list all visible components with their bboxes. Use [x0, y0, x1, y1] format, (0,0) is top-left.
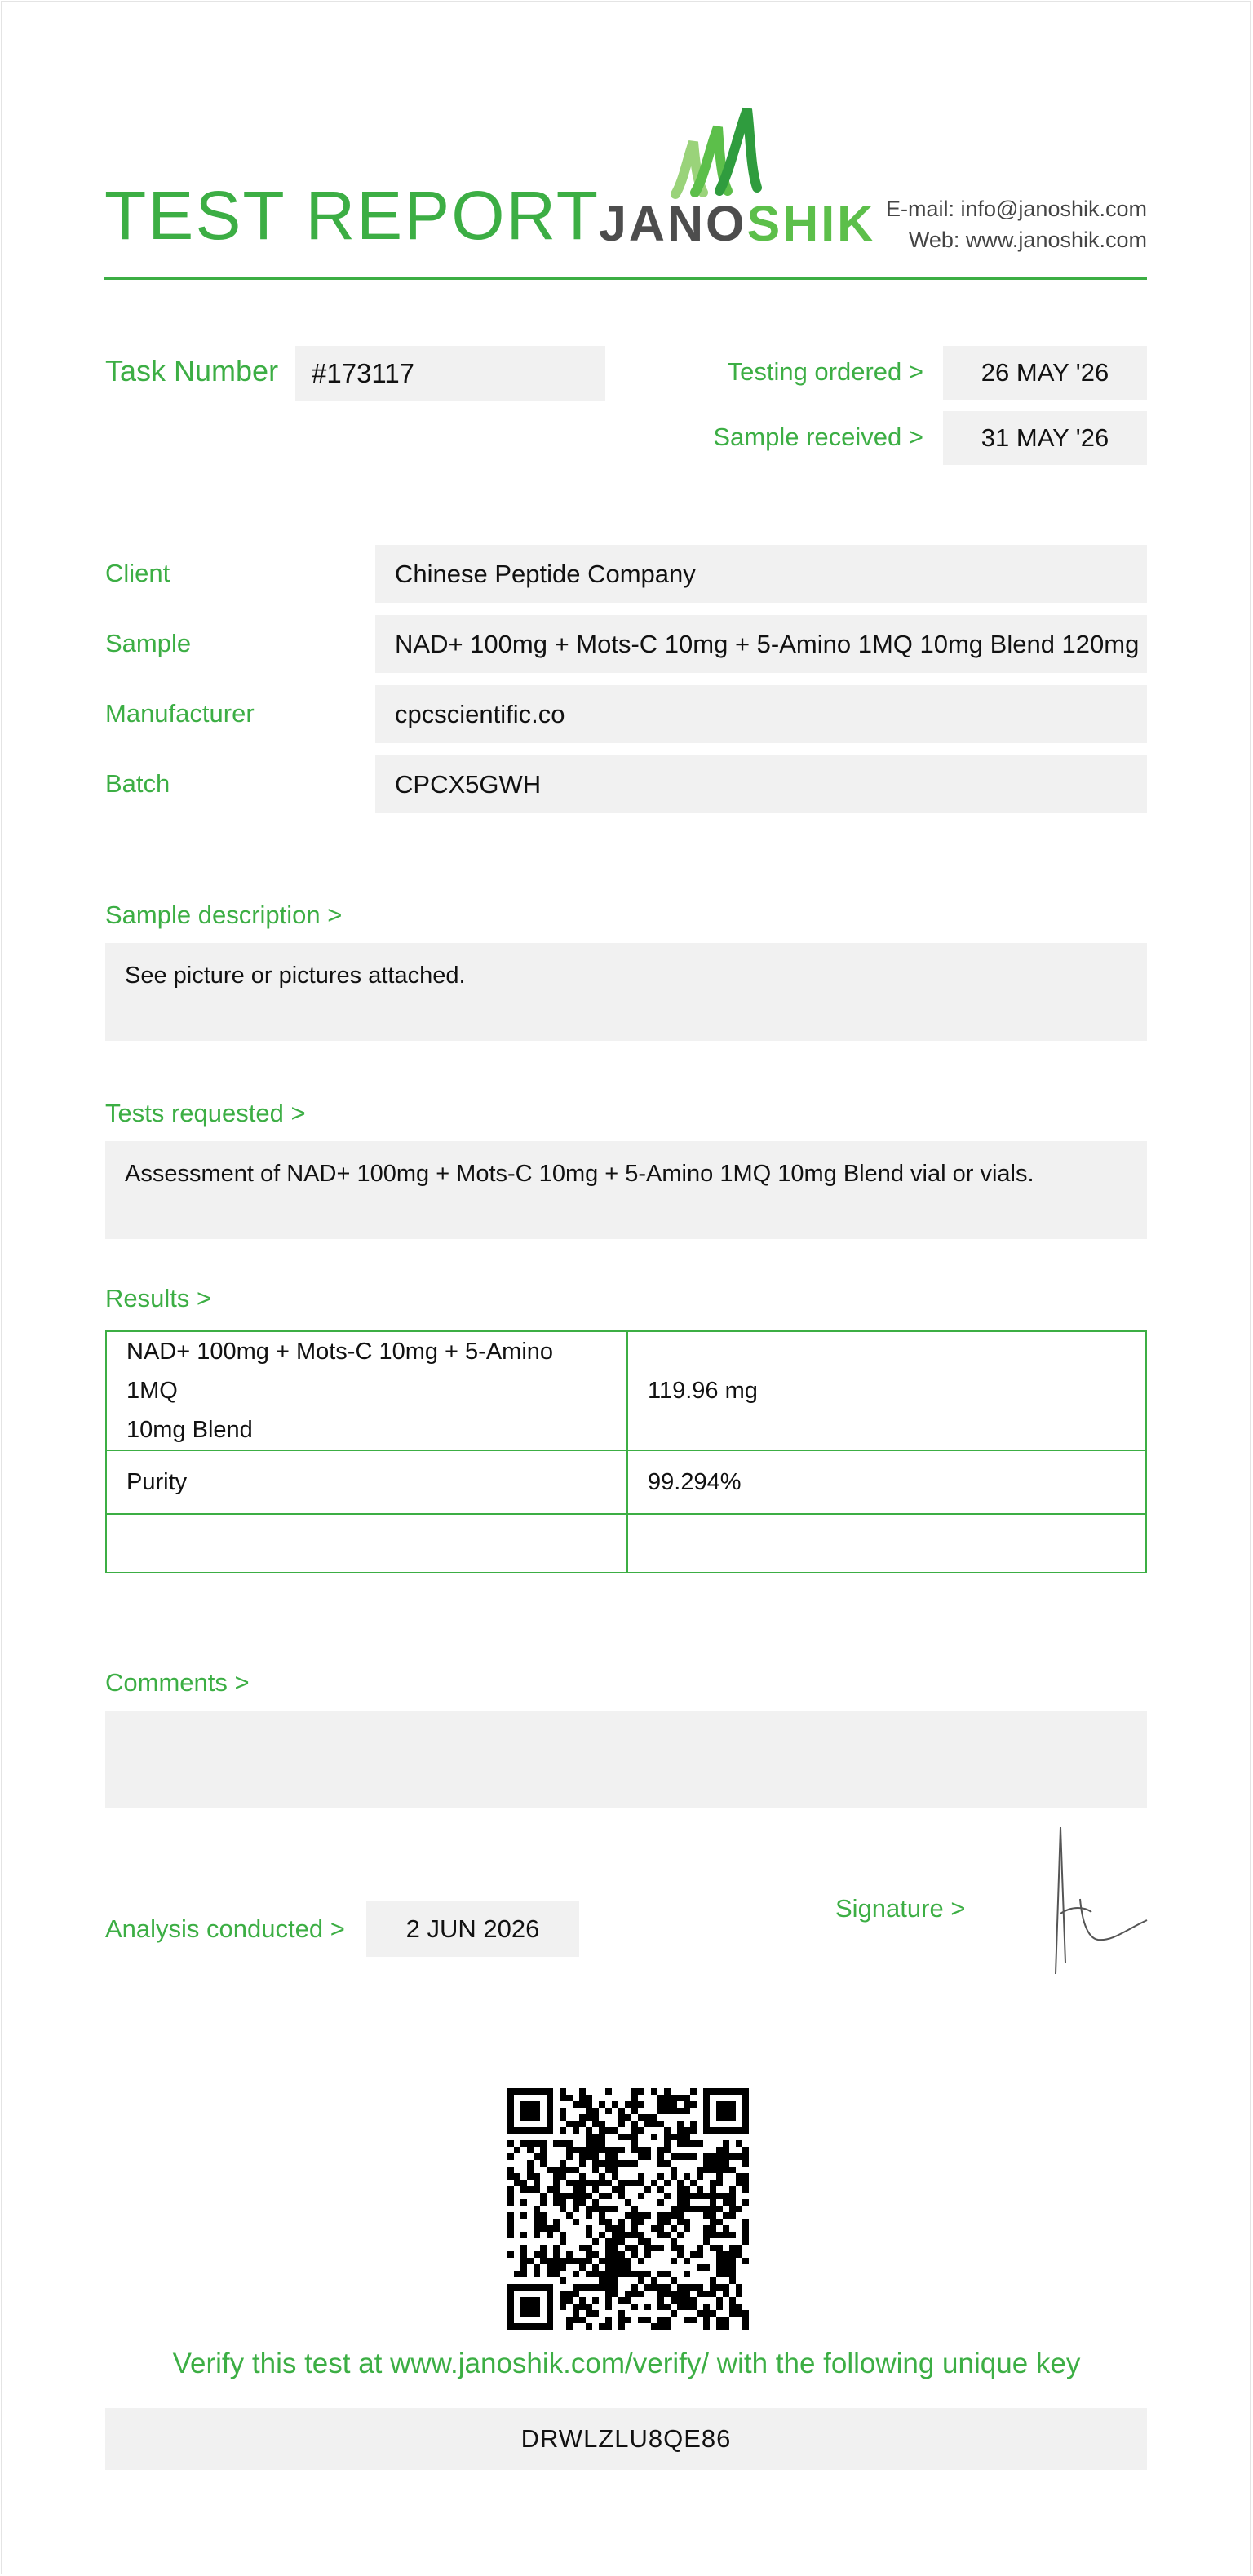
unique-key-field — [105, 2408, 1147, 2470]
manufacturer-value: cpcscientific.co — [395, 700, 565, 728]
testing-ordered-label: Testing ordered > — [727, 357, 923, 386]
result-name-line2: 10mg Blend — [126, 1417, 253, 1443]
sample-description-box — [105, 943, 1147, 1041]
client-field — [375, 545, 1147, 603]
contact-email: E-mail: info@janoshik.com — [885, 197, 1147, 221]
task-number-value: #173117 — [312, 358, 415, 388]
sample-field — [375, 615, 1147, 673]
tests-requested-label: Tests requested > — [105, 1099, 306, 1127]
janoshik-logo-icon — [669, 103, 775, 201]
sample-received-value: 31 MAY '26 — [981, 423, 1109, 452]
batch-field — [375, 755, 1147, 813]
table-row — [106, 1450, 1146, 1514]
table-row — [106, 1514, 1146, 1573]
brand-dark: JANO — [599, 196, 747, 251]
tests-requested-box — [105, 1141, 1147, 1239]
result-name-cell — [106, 1450, 627, 1514]
result-value-cell — [627, 1450, 1146, 1514]
sample-description-label: Sample description > — [105, 901, 343, 929]
analysis-conducted-value: 2 JUN 2026 — [405, 1914, 540, 1943]
batch-value: CPCX5GWH — [395, 770, 542, 799]
unique-key-value: DRWLZLU8QE86 — [520, 2424, 732, 2453]
result-value: 119.96 mg — [648, 1377, 758, 1404]
result-value-cell — [627, 1514, 1146, 1573]
sample-received-field — [943, 411, 1147, 465]
analysis-conducted-field — [366, 1901, 579, 1957]
signature-image — [1044, 1824, 1150, 1979]
table-row — [106, 1331, 1146, 1450]
results-label: Results > — [105, 1284, 212, 1312]
result-value-cell — [627, 1331, 1146, 1450]
result-value: 99.294% — [648, 1468, 742, 1495]
testing-ordered-value: 26 MAY '26 — [981, 358, 1109, 387]
task-number-field — [295, 346, 605, 401]
result-name-line1: Purity — [126, 1468, 188, 1495]
result-name-line1: NAD+ 100mg + Mots-C 10mg + 5-Amino 1MQ — [126, 1339, 554, 1404]
sample-received-label: Sample received > — [713, 423, 923, 451]
result-name-cell — [106, 1514, 627, 1573]
signature-label: Signature > — [835, 1894, 966, 1923]
comments-label: Comments > — [105, 1668, 250, 1697]
manufacturer-label: Manufacturer — [105, 699, 255, 728]
sample-description-text: See picture or pictures attached. — [125, 963, 466, 989]
sample-value: NAD+ 100mg + Mots-C 10mg + 5-Amino 1MQ 10mg Blend 120mg — [395, 630, 1140, 658]
testing-ordered-field — [943, 346, 1147, 400]
manufacturer-field — [375, 685, 1147, 743]
brand-wordmark — [599, 196, 876, 251]
page-title: TEST REPORT — [104, 177, 600, 254]
qr-code-icon — [507, 2088, 749, 2330]
result-name-cell — [106, 1331, 627, 1450]
sample-label: Sample — [105, 629, 192, 657]
contact-web: Web: www.janoshik.com — [908, 228, 1147, 252]
client-label: Client — [105, 559, 170, 587]
task-number-label: Task Number — [105, 354, 279, 387]
brand-light: SHIK — [746, 196, 876, 251]
analysis-conducted-label: Analysis conducted > — [105, 1914, 345, 1943]
header-divider — [104, 277, 1147, 280]
results-table — [105, 1330, 1147, 1573]
tests-requested-text: Assessment of NAD+ 100mg + Mots-C 10mg + 5-Amino 1MQ 10mg Blend vial or vials. — [125, 1161, 1034, 1187]
client-value: Chinese Peptide Company — [395, 560, 696, 588]
comments-box — [105, 1711, 1147, 1808]
batch-label: Batch — [105, 769, 170, 798]
verify-text: Verify this test at www.janoshik.com/verify/ with the following unique key — [172, 2348, 1081, 2379]
